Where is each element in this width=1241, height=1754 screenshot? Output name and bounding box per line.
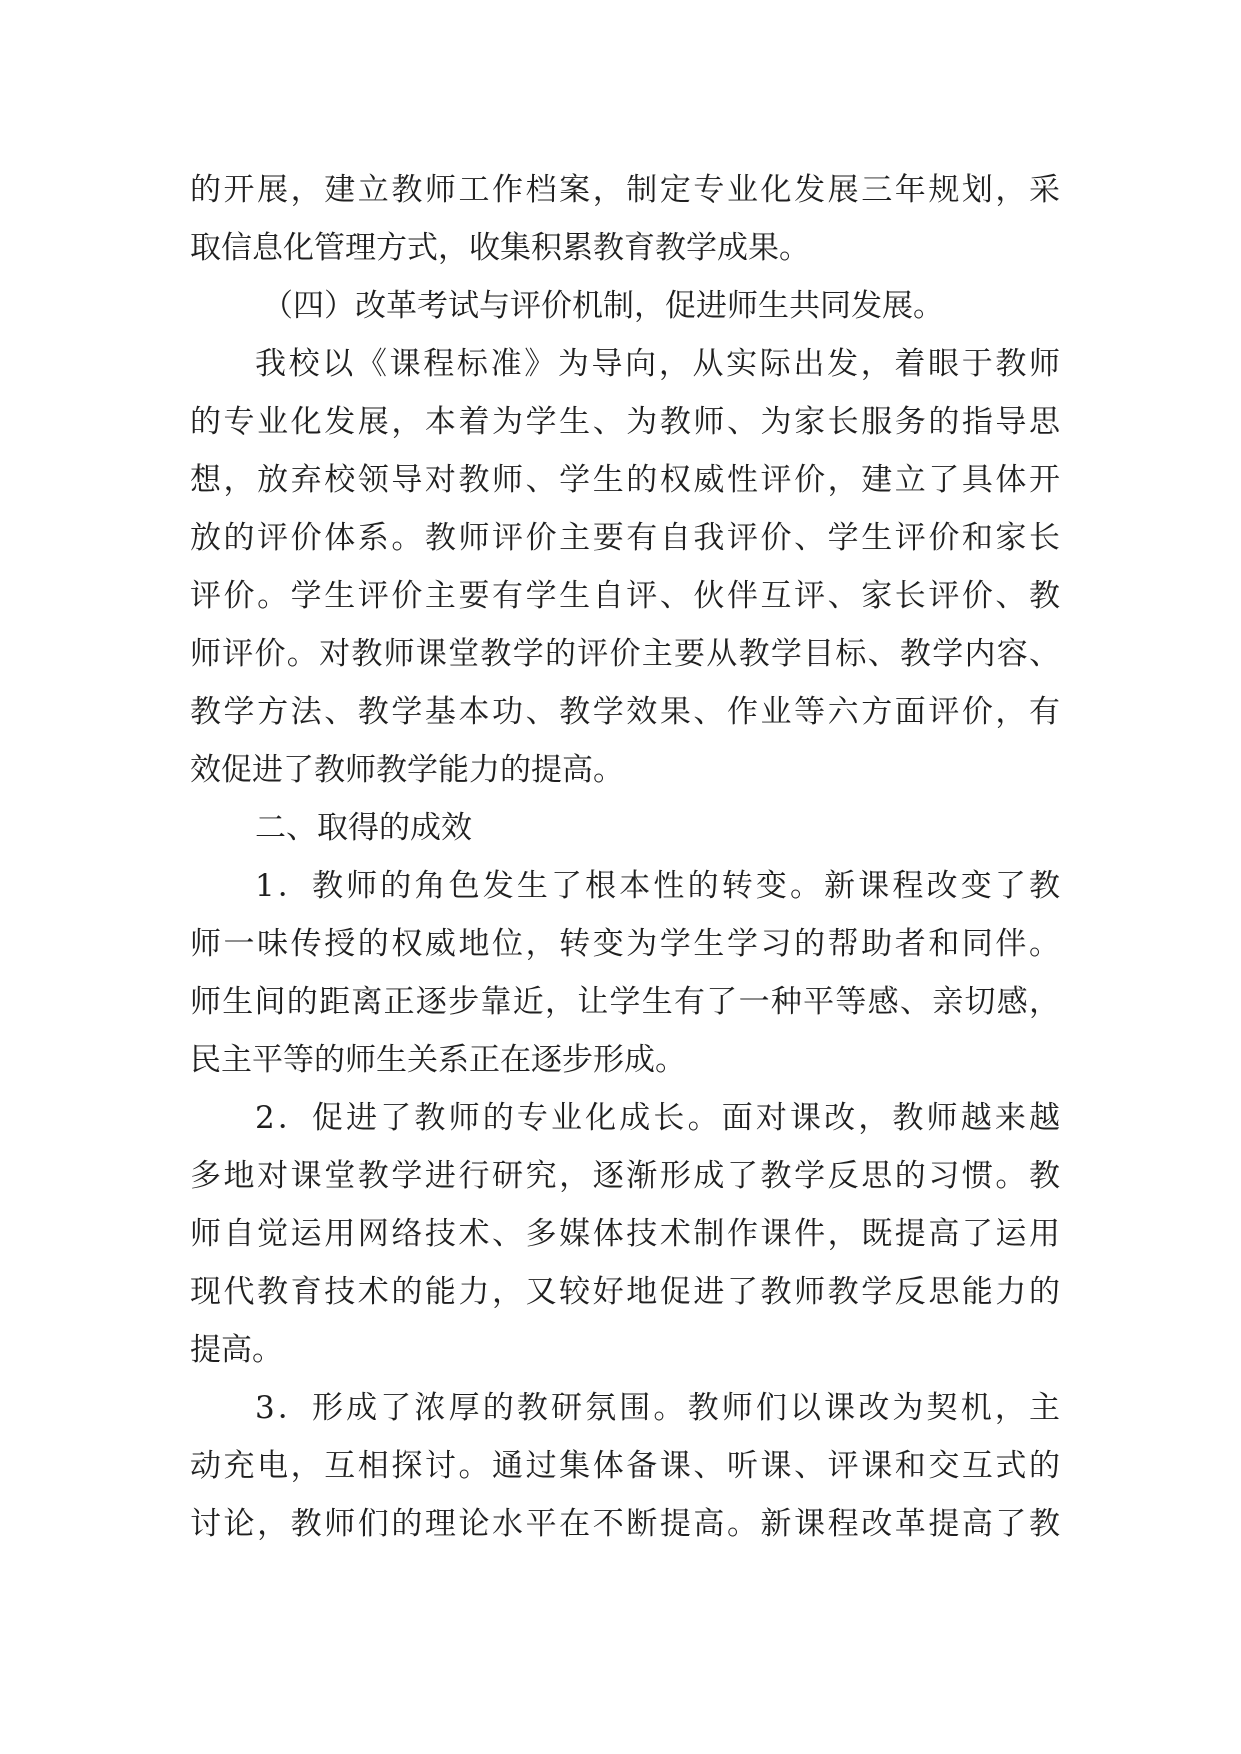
text-line: 师评价。对教师课堂教学的评价主要从教学目标、教学内容、 bbox=[190, 636, 1060, 672]
text-line: 师一味传授的权威地位，转变为学生学习的帮助者和同伴。 bbox=[190, 926, 1060, 962]
text-line: 评价。学生评价主要有学生自评、伙伴互评、家长评价、教 bbox=[190, 578, 1060, 614]
text-line: 民主平等的师生关系正在逐步形成。 bbox=[190, 1042, 686, 1078]
text-line: 我校以《课程标准》为导向，从实际出发，着眼于教师 bbox=[255, 346, 1060, 382]
text-line: 现代教育技术的能力，又较好地促进了教师教学反思能力的 bbox=[190, 1274, 1060, 1310]
text-line: 师自觉运用网络技术、多媒体技术制作课件，既提高了运用 bbox=[190, 1216, 1060, 1252]
text-line: 1．教师的角色发生了根本性的转变。新课程改变了教 bbox=[255, 868, 1060, 904]
text-line: 多地对课堂教学进行研究，逐渐形成了教学反思的习惯。教 bbox=[190, 1158, 1060, 1194]
text-line: 想，放弃校领导对教师、学生的权威性评价，建立了具体开 bbox=[190, 462, 1060, 498]
text-line: 提高。 bbox=[190, 1332, 283, 1368]
text-line: 动充电，互相探讨。通过集体备课、听课、评课和交互式的 bbox=[190, 1448, 1060, 1484]
text-line: 讨论，教师们的理论水平在不断提高。新课程改革提高了教 bbox=[190, 1506, 1060, 1542]
text-line: 的专业化发展，本着为学生、为教师、为家长服务的指导思 bbox=[190, 404, 1060, 440]
text-line: 师生间的距离正逐步靠近，让学生有了一种平等感、亲切感， bbox=[190, 984, 1060, 1020]
text-line: 教学方法、教学基本功、教学效果、作业等六方面评价，有 bbox=[190, 694, 1060, 730]
section-heading: 二、取得的成效 bbox=[255, 810, 472, 846]
text-line: 效促进了教师教学能力的提高。 bbox=[190, 752, 624, 788]
text-line: 放的评价体系。教师评价主要有自我评价、学生评价和家长 bbox=[190, 520, 1060, 556]
text-line: 取信息化管理方式，收集积累教育教学成果。 bbox=[190, 230, 810, 266]
text-line: 的开展，建立教师工作档案，制定专业化发展三年规划，采 bbox=[190, 172, 1060, 208]
text-line: 3．形成了浓厚的教研氛围。教师们以课改为契机，主 bbox=[255, 1390, 1060, 1426]
text-line: 2．促进了教师的专业化成长。面对课改，教师越来越 bbox=[255, 1100, 1060, 1136]
section-heading: （四）改革考试与评价机制，促进师生共同发展。 bbox=[262, 288, 944, 324]
